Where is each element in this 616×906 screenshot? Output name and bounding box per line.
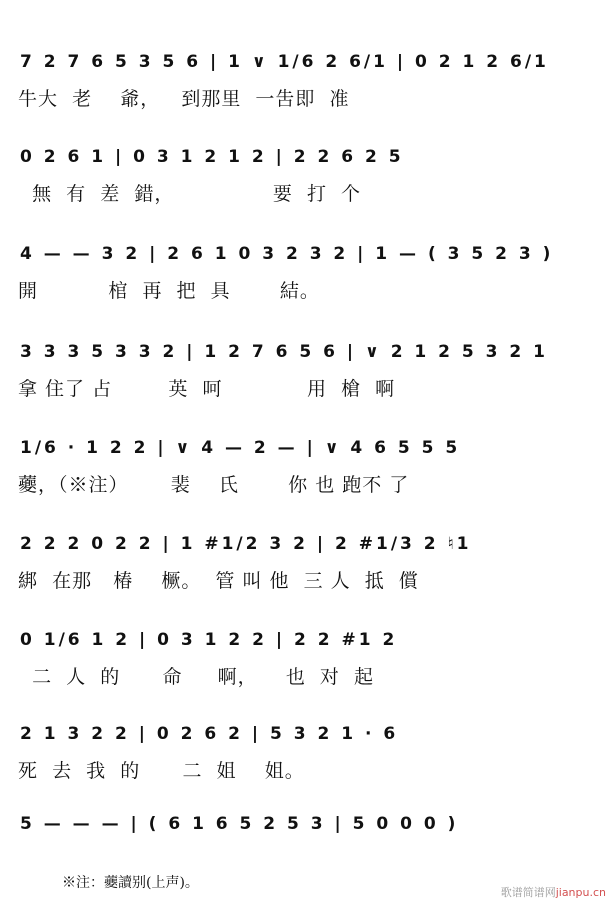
notation-line — [0, 242, 616, 272]
lyric-line: 拿 住了 占 英 呵 用 槍 啊 — [18, 378, 396, 400]
notation-text: 2 1 3 2 2 | 0 2 6 2 | 5 3 2 1 · 6 — [20, 724, 399, 744]
notation-text: 5 — — — | ( 6 1 6 5 2 5 3 | 5 0 0 0 ) — [20, 814, 459, 834]
lyric-line: 虁，（※注） 裴 氏 你 也 跑不 了 — [18, 474, 410, 496]
notation-line — [0, 532, 616, 562]
notation-text: 2 2 2 0 2 2 | 1 #1/2 3 2 | 2 #1/3 2 ♮1 — [20, 534, 472, 554]
notation-text: 1/6 · 1 2 2 | ∨ 4 — 2 — | ∨ 4 6 5 5 5 — [20, 438, 461, 458]
lyric-line: 牛大 老 爺， 到那里 一吿即 准 — [18, 88, 350, 110]
notation-text: 3 3 3 5 3 3 2 | 1 2 7 6 5 6 | ∨ 2 1 2 5 3 2 1 — [20, 342, 549, 362]
notation-line — [0, 812, 616, 842]
notation-line — [0, 340, 616, 370]
lyric-line: 無 有 差 錯， 要 打 个 — [18, 183, 362, 205]
notation-text: 0 2 6 1 | 0 3 1 2 1 2 | 2 2 6 2 5 — [20, 147, 404, 167]
lyric-line: 開 棺 再 把 具 結。 — [18, 280, 320, 302]
notation-line — [0, 722, 616, 752]
notation-line — [0, 628, 616, 658]
notation-line — [0, 145, 616, 175]
lyric-line: 死 去 我 的 二 姐 姐。 — [18, 760, 305, 782]
notation-line — [0, 436, 616, 466]
watermark-site: jianpu.cn — [555, 886, 606, 899]
lyric-line: 二 人 的 命 啊， 也 对 起 — [18, 666, 374, 688]
notation-line — [0, 50, 616, 80]
site-watermark — [501, 884, 606, 900]
notation-text: 7 2 7 6 5 3 5 6 | 1 ∨ 1/6 2 6/1 | 0 2 1 2 6/1 — [20, 52, 549, 72]
footnote: ※注：虁讀别(上声)。 — [62, 875, 199, 891]
notation-text: 0 1/6 1 2 | 0 3 1 2 2 | 2 2 #1 2 — [20, 630, 398, 650]
watermark-prefix: 歌谱简谱网 — [500, 886, 556, 899]
lyric-line — [18, 846, 608, 872]
notation-text: 4 — — 3 2 | 2 6 1 0 3 2 3 2 | 1 — ( 3 5 2 3 ) — [20, 244, 554, 264]
lyric-line: 綁 在那 椿 橛。 管 叫 他 三 人 抵 償 — [18, 570, 419, 592]
